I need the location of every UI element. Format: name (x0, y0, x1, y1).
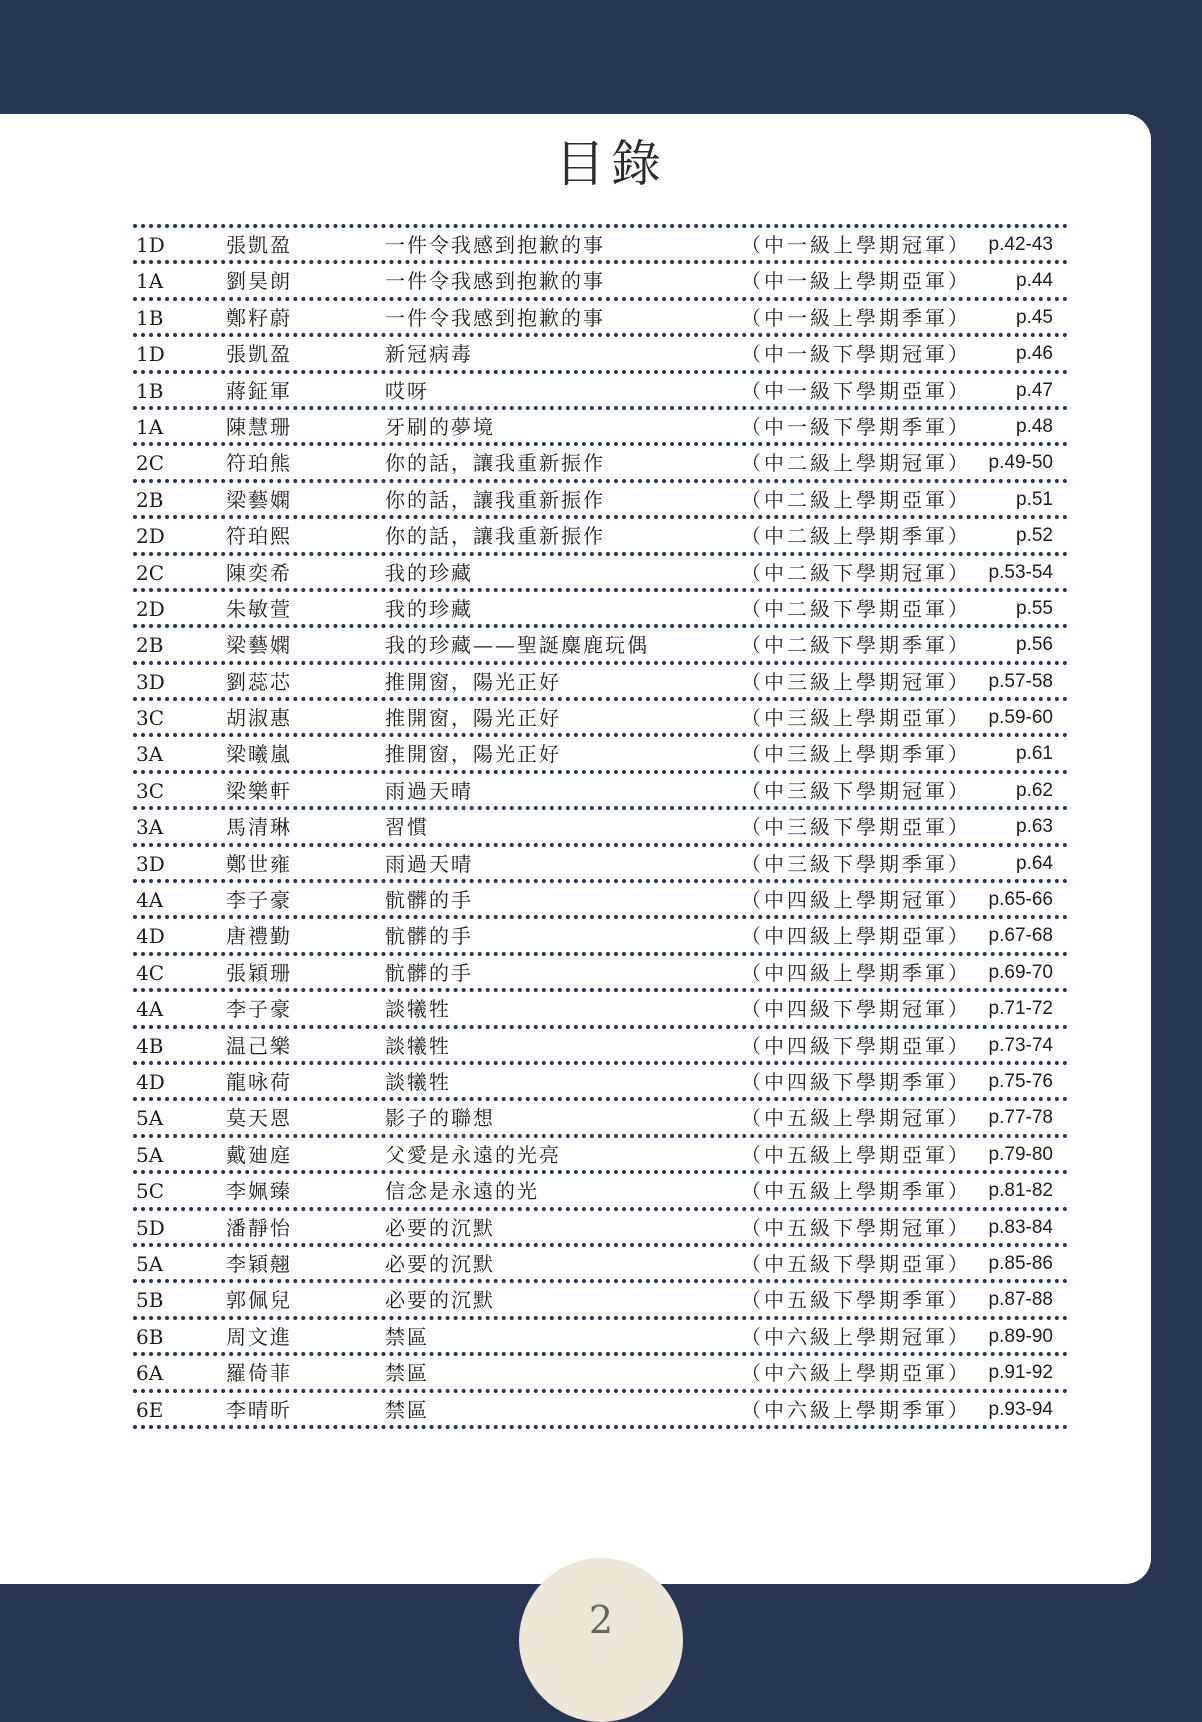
entry-title: 推開窗，陽光正好 (385, 669, 561, 694)
toc-row[interactable] (133, 956, 1068, 992)
entry-class: 2D (136, 524, 165, 549)
entry-award: （中五級下學期季軍） (741, 1288, 971, 1313)
entry-author: 唐禮勤 (226, 924, 292, 949)
entry-pages: p.69-70 (988, 961, 1053, 983)
entry-title: 哎呀 (385, 378, 429, 403)
entry-class: 4C (136, 960, 165, 985)
entry-pages: p.81-82 (988, 1180, 1053, 1202)
entry-pages: p.55 (1016, 597, 1053, 619)
entry-author: 張穎珊 (226, 960, 292, 985)
entry-title: 信念是永遠的光 (385, 1179, 539, 1204)
entry-author: 胡淑惠 (226, 706, 292, 731)
entry-class: 3A (136, 742, 164, 767)
entry-award: （中三級上學期季軍） (741, 742, 971, 767)
entry-pages: p.73-74 (988, 1034, 1053, 1056)
entry-title: 新冠病毒 (385, 342, 473, 367)
entry-pages: p.47 (1016, 379, 1053, 401)
entry-title: 骯髒的手 (385, 888, 473, 913)
toc-row[interactable] (133, 374, 1068, 410)
entry-author: 梁藝嫻 (226, 487, 292, 512)
entry-class: 6E (136, 1397, 164, 1422)
toc-row[interactable] (133, 992, 1068, 1028)
entry-title: 骯髒的手 (385, 960, 473, 985)
entry-title: 談犧牲 (385, 1033, 451, 1058)
entry-class: 2C (136, 451, 165, 476)
entry-pages: p.83-84 (988, 1216, 1053, 1238)
entry-class: 3D (136, 669, 165, 694)
entry-title: 影子的聯想 (385, 1106, 495, 1131)
entry-class: 4D (136, 924, 165, 949)
entry-pages: p.91-92 (988, 1362, 1053, 1384)
entry-title: 我的珍藏 (385, 560, 473, 585)
entry-award: （中五級下學期亞軍） (741, 1251, 971, 1276)
entry-award: （中二級上學期季軍） (741, 524, 971, 549)
entry-pages: p.65-66 (988, 889, 1053, 911)
entry-pages: p.93-94 (988, 1398, 1053, 1420)
toc-row[interactable] (133, 665, 1068, 701)
entry-award: （中一級下學期亞軍） (741, 378, 971, 403)
toc-row[interactable] (133, 701, 1068, 737)
toc-row[interactable] (133, 1065, 1068, 1101)
entry-author: 張凱盈 (226, 342, 292, 367)
entry-pages: p.51 (1016, 488, 1053, 510)
entry-author: 李姵臻 (226, 1179, 292, 1204)
toc-row[interactable] (133, 519, 1068, 555)
entry-award: （中三級下學期季軍） (741, 851, 971, 876)
entry-class: 4A (136, 888, 164, 913)
entry-title: 談犧牲 (385, 1069, 451, 1094)
entry-title: 推開窗，陽光正好 (385, 742, 561, 767)
table-of-contents (133, 224, 1068, 1429)
entry-author: 陳慧珊 (226, 414, 292, 439)
entry-pages: p.45 (1016, 306, 1053, 328)
entry-pages: p.79-80 (988, 1143, 1053, 1165)
toc-row[interactable] (133, 592, 1068, 628)
entry-class: 3A (136, 815, 164, 840)
entry-award: （中六級上學期季軍） (741, 1397, 971, 1422)
entry-class: 2C (136, 560, 165, 585)
toc-row[interactable] (133, 774, 1068, 810)
entry-award: （中三級上學期冠軍） (741, 669, 971, 694)
toc-row[interactable] (133, 847, 1068, 883)
entry-class: 4D (136, 1069, 165, 1094)
page-number-tab (519, 1558, 683, 1722)
entry-class: 1D (136, 233, 165, 257)
entry-class: 1A (136, 269, 164, 294)
toc-row[interactable] (133, 1356, 1068, 1392)
entry-pages: p.48 (1016, 415, 1053, 437)
toc-row[interactable] (133, 483, 1068, 519)
entry-title: 必要的沉默 (385, 1288, 495, 1313)
entry-pages: p.46 (1016, 343, 1053, 365)
entry-pages: p.63 (1016, 816, 1053, 838)
entry-title: 一件令我感到抱歉的事 (385, 233, 605, 257)
entry-award: （中一級下學期季軍） (741, 414, 971, 439)
entry-award: （中二級下學期亞軍） (741, 596, 971, 621)
toc-row[interactable] (133, 1247, 1068, 1283)
entry-author: 郭佩兒 (226, 1288, 292, 1313)
entry-class: 3D (136, 851, 165, 876)
entry-title: 雨過天晴 (385, 778, 473, 803)
entry-author: 李子豪 (226, 997, 292, 1022)
toc-row[interactable] (133, 1393, 1068, 1429)
toc-row[interactable] (133, 228, 1068, 264)
toc-row[interactable] (133, 1101, 1068, 1137)
entry-title: 骯髒的手 (385, 924, 473, 949)
entry-pages: p.49-50 (988, 452, 1053, 474)
entry-author: 朱敏萱 (226, 596, 292, 621)
entry-title: 我的珍藏 (385, 596, 473, 621)
entry-award: （中四級上學期季軍） (741, 960, 971, 985)
entry-author: 張凱盈 (226, 233, 292, 257)
entry-pages: p.42-43 (988, 234, 1053, 255)
entry-pages: p.59-60 (988, 707, 1053, 729)
entry-award: （中四級上學期冠軍） (741, 888, 971, 913)
entry-pages: p.61 (1016, 743, 1053, 765)
entry-title: 必要的沉默 (385, 1251, 495, 1276)
entry-author: 鄭世雍 (226, 851, 292, 876)
entry-class: 5D (136, 1215, 165, 1240)
entry-author: 李子豪 (226, 888, 292, 913)
toc-row[interactable] (133, 1029, 1068, 1065)
toc-row[interactable] (133, 556, 1068, 592)
entry-award: （中一級上學期季軍） (741, 305, 971, 330)
entry-title: 禁區 (385, 1397, 429, 1422)
entry-title: 你的話，讓我重新振作 (385, 524, 605, 549)
entry-pages: p.64 (1016, 852, 1053, 874)
entry-author: 鄭籽蔚 (226, 305, 292, 330)
entry-pages: p.62 (1016, 779, 1053, 801)
toc-row[interactable] (133, 1320, 1068, 1356)
entry-class: 6A (136, 1361, 164, 1386)
entry-award: （中四級下學期冠軍） (741, 997, 971, 1022)
entry-author: 劉蕊芯 (226, 669, 292, 694)
entry-class: 2D (136, 596, 165, 621)
entry-award: （中四級上學期亞軍） (741, 924, 971, 949)
entry-award: （中一級下學期冠軍） (741, 342, 971, 367)
entry-class: 3C (136, 778, 165, 803)
entry-title: 禁區 (385, 1361, 429, 1386)
toc-row[interactable] (133, 883, 1068, 919)
entry-title: 必要的沉默 (385, 1215, 495, 1240)
entry-award: （中五級上學期冠軍） (741, 1106, 971, 1131)
entry-author: 梁曦嵐 (226, 742, 292, 767)
entry-author: 周文進 (226, 1324, 292, 1349)
toc-row[interactable] (133, 737, 1068, 773)
entry-title: 牙刷的夢境 (385, 414, 495, 439)
entry-class: 1B (136, 378, 164, 403)
entry-author: 劉昊朗 (226, 269, 292, 294)
entry-class: 2B (136, 487, 164, 512)
entry-award: （中四級下學期亞軍） (741, 1033, 971, 1058)
toc-row[interactable] (133, 628, 1068, 664)
entry-author: 潘靜怡 (226, 1215, 292, 1240)
entry-pages: p.77-78 (988, 1107, 1053, 1129)
toc-row[interactable] (133, 1174, 1068, 1210)
entry-pages: p.67-68 (988, 925, 1053, 947)
toc-row[interactable] (133, 810, 1068, 846)
entry-author: 莫天恩 (226, 1106, 292, 1131)
entry-title: 談犧牲 (385, 997, 451, 1022)
entry-title: 一件令我感到抱歉的事 (385, 305, 605, 330)
toc-row[interactable] (133, 1138, 1068, 1174)
entry-award: （中五級下學期冠軍） (741, 1215, 971, 1240)
entry-author: 温己樂 (226, 1033, 292, 1058)
entry-author: 陳奕希 (226, 560, 292, 585)
entry-award: （中五級上學期亞軍） (741, 1142, 971, 1167)
entry-class: 4B (136, 1033, 164, 1058)
entry-award: （中二級下學期季軍） (741, 633, 971, 658)
toc-row[interactable] (133, 337, 1068, 373)
entry-author: 蔣鉦軍 (226, 378, 292, 403)
entry-award: （中六級上學期冠軍） (741, 1324, 971, 1349)
entry-author: 戴廸庭 (226, 1142, 292, 1167)
entry-class: 4A (136, 997, 164, 1022)
entry-author: 梁藝嫻 (226, 633, 292, 658)
entry-award: （中三級上學期亞軍） (741, 706, 971, 731)
toc-row[interactable] (133, 264, 1068, 300)
entry-class: 2B (136, 633, 164, 658)
entry-title: 你的話，讓我重新振作 (385, 451, 605, 476)
toc-row[interactable] (133, 446, 1068, 482)
entry-class: 1B (136, 305, 164, 330)
entry-class: 3C (136, 706, 165, 731)
entry-award: （中二級上學期冠軍） (741, 451, 971, 476)
entry-author: 符珀熙 (226, 524, 292, 549)
entry-title: 我的珍藏——聖誕麋鹿玩偶 (385, 633, 649, 658)
toc-row[interactable] (133, 1211, 1068, 1247)
entry-class: 5A (136, 1142, 164, 1167)
entry-pages: p.75-76 (988, 1070, 1053, 1092)
entry-title: 禁區 (385, 1324, 429, 1349)
entry-author: 龍咏荷 (226, 1069, 292, 1094)
toc-row[interactable] (133, 410, 1068, 446)
entry-class: 5B (136, 1288, 164, 1313)
entry-award: （中二級上學期亞軍） (741, 487, 971, 512)
entry-author: 李晴昕 (226, 1397, 292, 1422)
entry-pages: p.89-90 (988, 1325, 1053, 1347)
entry-author: 羅倚菲 (226, 1361, 292, 1386)
entry-award: （中五級上學期季軍） (741, 1179, 971, 1204)
entry-pages: p.71-72 (988, 998, 1053, 1020)
entry-title: 一件令我感到抱歉的事 (385, 269, 605, 294)
entry-award: （中二級下學期冠軍） (741, 560, 971, 585)
entry-author: 馬清琳 (226, 815, 292, 840)
entry-award: （中三級下學期冠軍） (741, 778, 971, 803)
entry-pages: p.44 (1016, 270, 1053, 292)
toc-row[interactable] (133, 1283, 1068, 1319)
toc-row[interactable] (133, 919, 1068, 955)
entry-class: 6B (136, 1324, 164, 1349)
entry-class: 5A (136, 1251, 164, 1276)
entry-award: （中三級下學期亞軍） (741, 815, 971, 840)
entry-class: 5A (136, 1106, 164, 1131)
entry-title: 你的話，讓我重新振作 (385, 487, 605, 512)
entry-pages: p.87-88 (988, 1289, 1053, 1311)
entry-pages: p.53-54 (988, 561, 1053, 583)
entry-award: （中四級下學期季軍） (741, 1069, 971, 1094)
entry-author: 符珀熊 (226, 451, 292, 476)
entry-award: （中一級上學期亞軍） (741, 269, 971, 294)
entry-pages: p.52 (1016, 525, 1053, 547)
entry-class: 1D (136, 342, 165, 367)
entry-class: 1A (136, 414, 164, 439)
entry-title: 雨過天晴 (385, 851, 473, 876)
entry-class: 5C (136, 1179, 165, 1204)
toc-row[interactable] (133, 301, 1068, 337)
entry-title: 習慣 (385, 815, 429, 840)
entry-author: 李穎翹 (226, 1251, 292, 1276)
entry-author: 梁樂軒 (226, 778, 292, 803)
entry-title: 推開窗，陽光正好 (385, 706, 561, 731)
entry-award: （中六級上學期亞軍） (741, 1361, 971, 1386)
entry-pages: p.56 (1016, 634, 1053, 656)
page-title: 目錄 (555, 135, 667, 193)
entry-pages: p.85-86 (988, 1252, 1053, 1274)
entry-award: （中一級上學期冠軍） (741, 233, 971, 257)
entry-title: 父愛是永遠的光亮 (385, 1142, 561, 1167)
page-number: 2 (588, 1598, 614, 1642)
entry-pages: p.57-58 (988, 670, 1053, 692)
